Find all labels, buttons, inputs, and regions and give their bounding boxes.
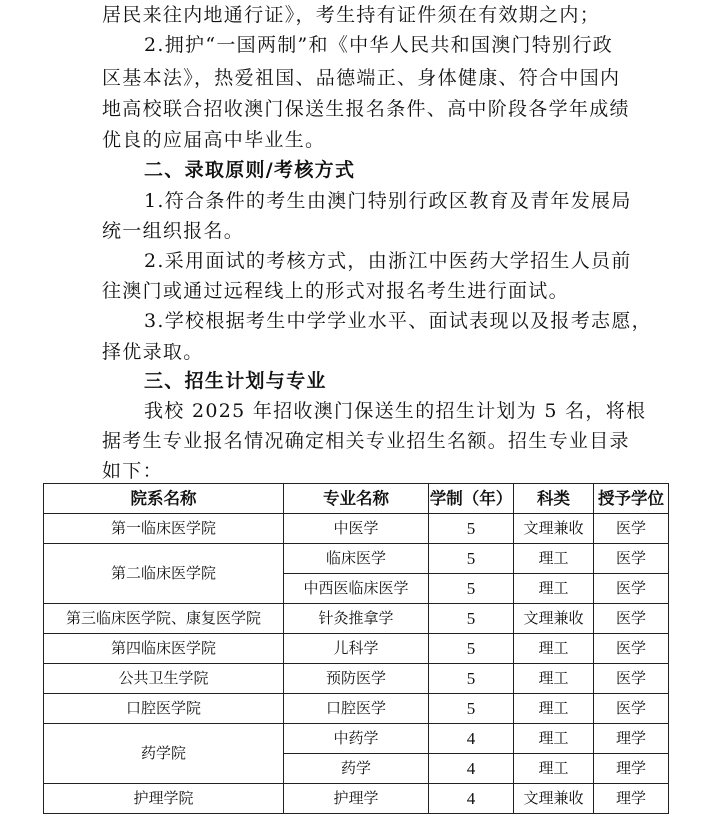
- cell-major: 中医学: [284, 514, 429, 544]
- header-duration: 学制（年）: [429, 484, 514, 514]
- table-row: [44, 514, 669, 544]
- cell-major: 临床医学: [284, 544, 429, 574]
- paragraph-line: 区基本法》，热爱祖国、品德端正、身体健康、符合中国内: [102, 67, 621, 89]
- cell-major: 口腔医学: [284, 694, 429, 724]
- cell-department: 第三临床医学院、康复医学院: [44, 604, 284, 634]
- cell-degree: 理学: [594, 784, 669, 814]
- cell-major: 中西医临床医学: [284, 574, 429, 604]
- paragraph-line: 优良的应届高中毕业生。: [102, 129, 326, 151]
- cell-major: 护理学: [284, 784, 429, 814]
- cell-degree: 医学: [594, 634, 669, 664]
- section-heading: 三、招生计划与专业: [144, 370, 327, 392]
- cell-category: 文理兼收: [514, 784, 594, 814]
- cell-degree: 医学: [594, 664, 669, 694]
- cell-duration: 5: [429, 514, 514, 544]
- header-category: 科类: [514, 484, 594, 514]
- paragraph-line: 我校 2025 年招收澳门保送生的招生计划为 5 名，将根: [144, 400, 647, 422]
- header-department: 院系名称: [44, 484, 284, 514]
- cell-major: 药学: [284, 754, 429, 784]
- cell-major: 儿科学: [284, 634, 429, 664]
- cell-duration: 4: [429, 754, 514, 784]
- cell-duration: 5: [429, 694, 514, 724]
- cell-degree: 理学: [594, 754, 669, 784]
- section-heading: 二、录取原则/考核方式: [144, 159, 356, 181]
- cell-major: 预防医学: [284, 664, 429, 694]
- paragraph-line: 居民来往内地通行证》，考生持有证件须在有效期之内；: [102, 4, 601, 26]
- paragraph-line: 据考生专业报名情况确定相关专业招生名额。招生专业目录: [102, 430, 630, 452]
- table-row: [44, 724, 669, 754]
- table-row: [44, 664, 669, 694]
- paragraph-line: 往澳门或通过远程线上的形式对报名考生进行面试。: [102, 280, 569, 302]
- cell-duration: 5: [429, 574, 514, 604]
- cell-degree: 医学: [594, 544, 669, 574]
- cell-degree: 理学: [594, 724, 669, 754]
- header-major: 专业名称: [284, 484, 429, 514]
- table-row: [44, 694, 669, 724]
- cell-degree: 医学: [594, 514, 669, 544]
- cell-category: 理工: [514, 634, 594, 664]
- table-row: [44, 544, 669, 574]
- cell-duration: 5: [429, 664, 514, 694]
- cell-category: 理工: [514, 574, 594, 604]
- cell-duration: 4: [429, 784, 514, 814]
- table-row: [44, 634, 669, 664]
- cell-category: 理工: [514, 664, 594, 694]
- paragraph-line: 2.采用面试的考核方式，由浙江中医药大学招生人员前: [144, 250, 632, 272]
- cell-degree: 医学: [594, 604, 669, 634]
- cell-category: 理工: [514, 544, 594, 574]
- cell-degree: 医学: [594, 574, 669, 604]
- cell-department: 公共卫生学院: [44, 664, 284, 694]
- cell-degree: 医学: [594, 694, 669, 724]
- paragraph-line: 地高校联合招收澳门保送生报名条件、高中阶段各学年成绩: [102, 98, 630, 120]
- cell-department: 第四临床医学院: [44, 634, 284, 664]
- table-row: [44, 604, 669, 634]
- table-header-row: [44, 484, 669, 514]
- majors-table: [43, 483, 669, 814]
- cell-major: 针灸推拿学: [284, 604, 429, 634]
- cell-department: 药学院: [44, 724, 284, 784]
- paragraph-line: 2.拥护“一国两制”和《中华人民共和国澳门特别行政: [144, 34, 614, 56]
- paragraph-line: 1.符合条件的考生由澳门特别行政区教育及青年发展局: [144, 190, 632, 212]
- cell-department: 第一临床医学院: [44, 514, 284, 544]
- paragraph-line: 统一组织报名。: [102, 220, 245, 242]
- cell-category: 理工: [514, 754, 594, 784]
- cell-category: 文理兼收: [514, 604, 594, 634]
- cell-duration: 5: [429, 544, 514, 574]
- cell-category: 文理兼收: [514, 514, 594, 544]
- cell-department: 第二临床医学院: [44, 544, 284, 604]
- cell-duration: 5: [429, 634, 514, 664]
- cell-major: 中药学: [284, 724, 429, 754]
- paragraph-line: 3.学校根据考生中学学业水平、面试表现以及报考志愿，: [144, 310, 652, 332]
- cell-department: 护理学院: [44, 784, 284, 814]
- cell-duration: 4: [429, 724, 514, 754]
- cell-category: 理工: [514, 694, 594, 724]
- cell-category: 理工: [514, 724, 594, 754]
- table-row: [44, 784, 669, 814]
- cell-duration: 5: [429, 604, 514, 634]
- paragraph-line: 如下：: [102, 460, 163, 482]
- header-degree: 授予学位: [594, 484, 669, 514]
- paragraph-line: 择优录取。: [102, 341, 204, 363]
- cell-department: 口腔医学院: [44, 694, 284, 724]
